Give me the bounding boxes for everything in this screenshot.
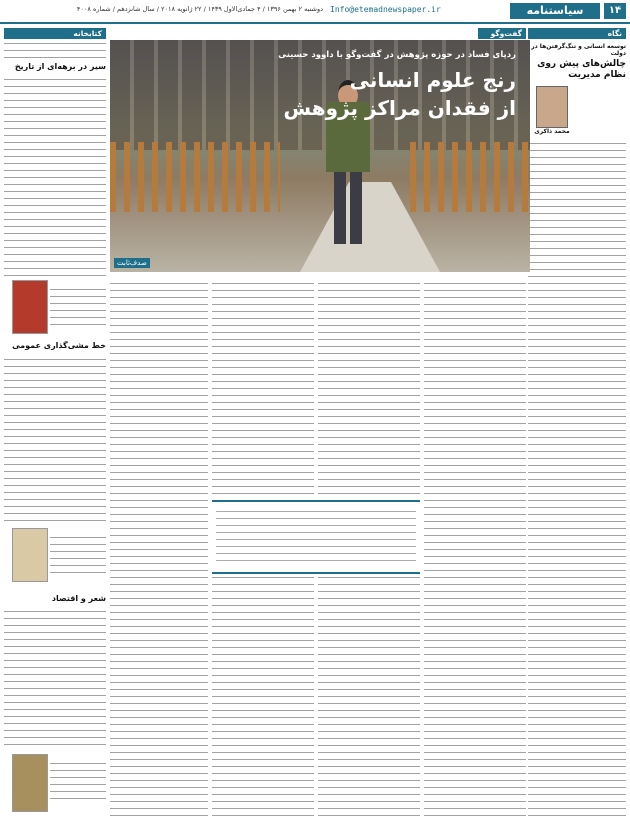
page-number: ۱۴	[604, 3, 626, 19]
left-section-1-title: سیر در برهه‌ای از تاریخ	[14, 62, 106, 71]
fence-right	[410, 142, 530, 212]
left-body-3	[4, 356, 106, 522]
photo-credit: صدف‌ثابت	[114, 258, 150, 268]
author-name: محمد ذاکری	[534, 128, 570, 135]
book-cover-3	[12, 754, 48, 812]
book-info-3	[50, 760, 106, 804]
left-body-4	[4, 608, 106, 748]
fence-left	[110, 142, 280, 212]
book-cover-2	[12, 528, 48, 582]
section-title: سیاستنامه	[510, 3, 600, 19]
left-column-label: کتابخانه	[4, 28, 106, 39]
left-column	[4, 28, 106, 816]
email-address[interactable]: Info@etemadnewspaper.ir	[330, 5, 441, 14]
book-info-2	[50, 534, 106, 578]
pull-quote-box	[212, 500, 420, 574]
author-photo	[536, 86, 568, 128]
page-header	[0, 0, 630, 24]
right-body-text	[528, 140, 626, 816]
left-body-2	[4, 76, 106, 276]
left-body-1	[4, 40, 106, 58]
left-section-2-title: خط مشی‌گذاری عمومی	[12, 341, 106, 350]
right-column-label: نگاه	[528, 28, 626, 39]
article-body-col-1	[424, 280, 526, 816]
headline-line-2: از فقدان مراکز پژوهش	[283, 96, 516, 120]
main-label: گفت‌وگو	[478, 28, 526, 39]
article-body-col-4	[110, 280, 208, 816]
book-info-1	[50, 286, 106, 330]
article-kicker: ردپای فساد در حوزه پژوهش در گفت‌وگو با داوود حسینی	[278, 50, 516, 60]
headline-line-1: رنج علوم انسانی	[349, 68, 516, 92]
left-section-3-title: شعر و اقتصاد	[51, 594, 106, 603]
right-kicker: توسعه انسانی و تنگ‌گرفتن‌ها در دولت	[531, 43, 626, 57]
interviewee-legs	[334, 172, 362, 244]
right-column	[528, 28, 626, 816]
date-line: دوشنبه ۲ بهمن ۱۳۹۶ / ۴ جمادی‌الاول ۱۴۳۹ / ۲۲ ژانویه ۲۰۱۸ / سال شانزدهم / شماره ۴۰۰۸	[76, 5, 323, 13]
book-cover-1	[12, 280, 48, 334]
interview-photo	[110, 40, 530, 272]
right-title: چالش‌های پیش روی نظام مدیریت	[537, 59, 626, 80]
